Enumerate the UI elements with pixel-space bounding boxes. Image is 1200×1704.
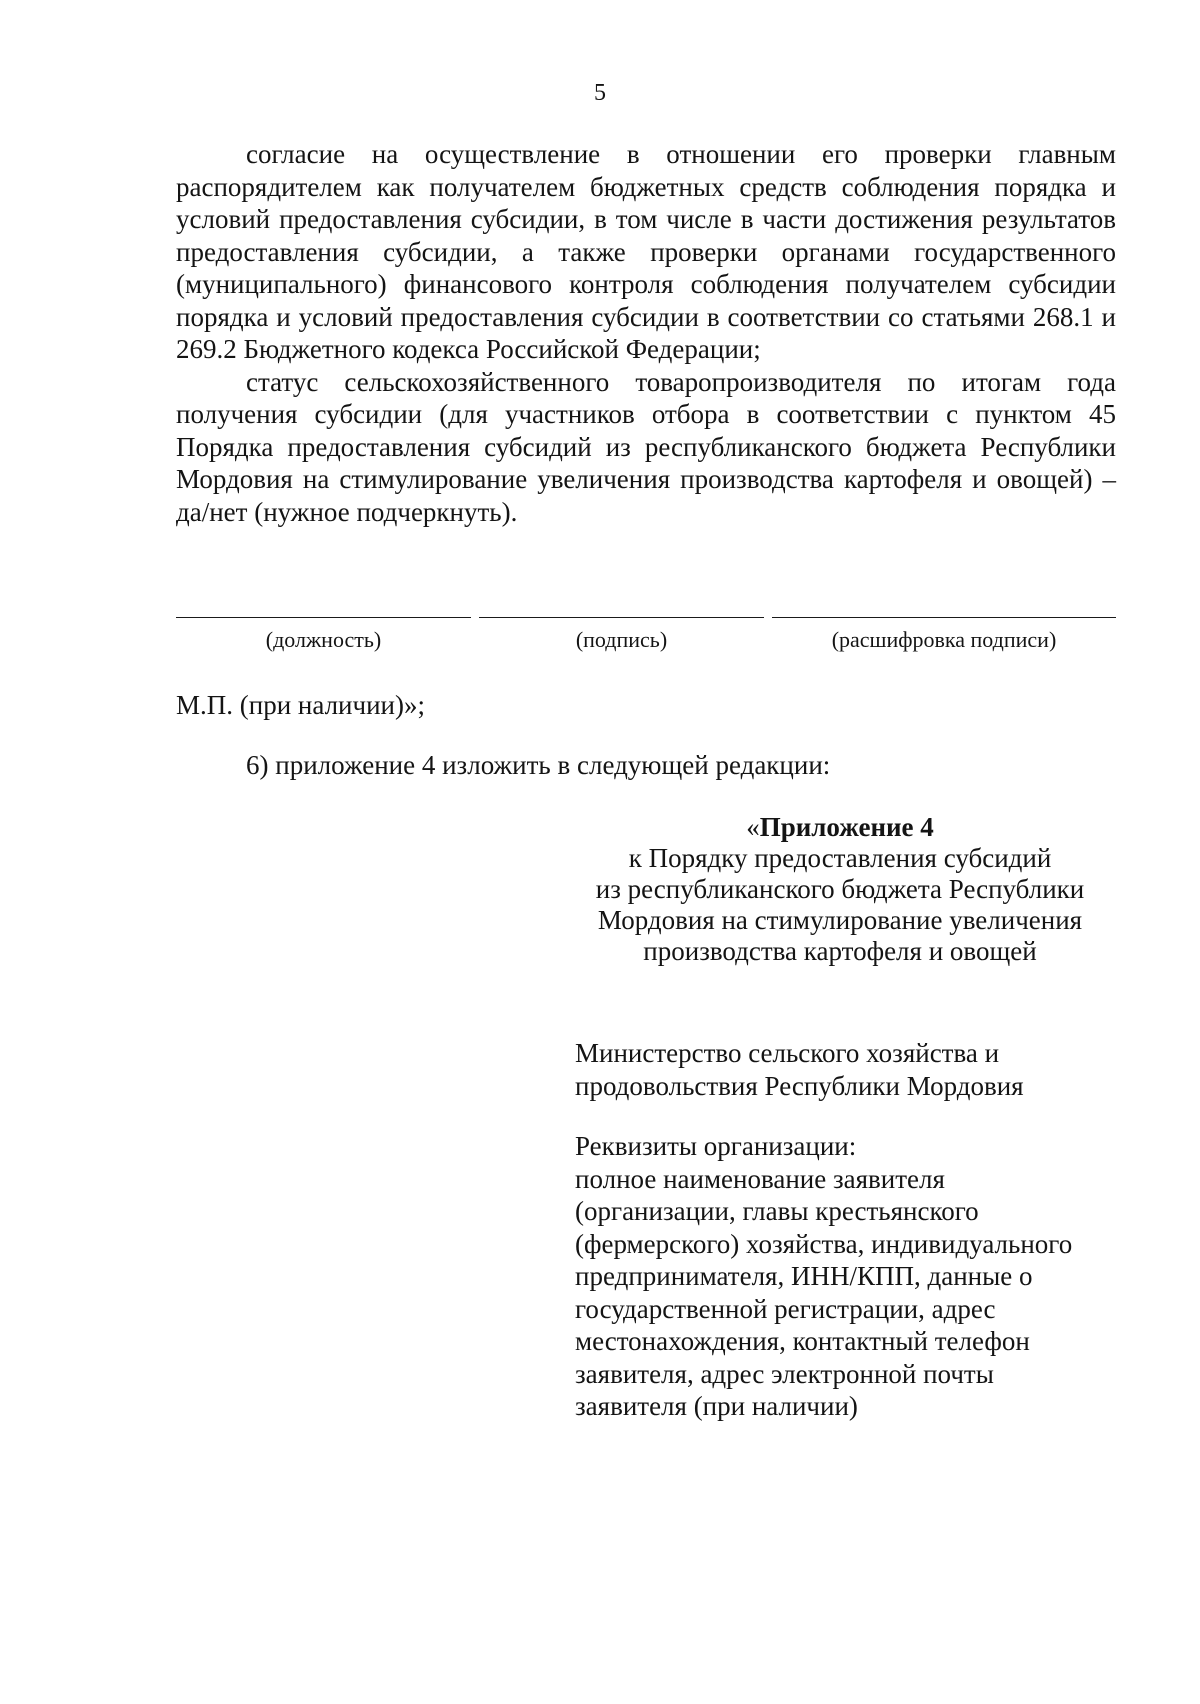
decoding-line <box>772 617 1116 618</box>
requisites-line: местонахождения, контактный телефон <box>575 1326 1030 1356</box>
annex-line: Мордовия на стимулирование увеличения <box>597 905 1083 935</box>
requisites-line: (организации, главы крестьянского <box>575 1196 979 1226</box>
requisites-line: заявителя, адрес электронной почты <box>575 1358 994 1389</box>
requisites-line: полное наименование заявителя <box>575 1163 945 1194</box>
position-line <box>176 617 471 618</box>
signature-block <box>176 617 1116 667</box>
annex-title <box>560 812 1120 843</box>
signature-label: (подпись) <box>575 627 668 652</box>
annex-line: производства картофеля и овощей <box>643 936 1037 966</box>
signature-line <box>479 617 764 618</box>
amendment-item-6: 6) приложение 4 изложить в следующей редакции: <box>246 750 831 780</box>
annex-title-text: Приложение 4 <box>759 812 934 842</box>
stamp-note: М.П. (при наличии)»; <box>176 690 425 720</box>
requisites-heading: Реквизиты организации: <box>575 1131 857 1161</box>
requisites-line: заявителя (при наличии) <box>575 1391 858 1421</box>
requisites-line: (фермерского) хозяйства, индивидуального <box>575 1228 1073 1259</box>
requisites-line: предпринимателя, ИНН/КПП, данные о <box>575 1261 1033 1291</box>
annex-header <box>560 812 1120 967</box>
decoding-label: (расшифровка подписи) <box>831 627 1057 652</box>
paragraph-status: статус сельскохозяйственного товаропроизводителя по итогам года получения субсидии (для участников отбора в соответствии с пунктом 45 Порядка предоставления субсидий из республиканского бюджета Республики Мордовия на стимулирование увеличения производства картофеля и овощей) – да/нет (нужное подчеркнуть). <box>176 366 1116 527</box>
position-label: (должность) <box>265 627 382 652</box>
ministry-line: продовольствия Республики Мордовия <box>575 1071 1024 1101</box>
annex-line: из республиканского бюджета Республики <box>595 874 1085 904</box>
ministry-line: Министерство сельского хозяйства и <box>575 1038 1000 1068</box>
page-number: 5 <box>594 80 606 106</box>
requisites-line: государственной регистрации, адрес <box>575 1293 996 1324</box>
opening-quote: « <box>746 812 760 842</box>
paragraph-consent: согласие на осуществление в отношении его проверки главным распорядителем как получателем бюджетных средств соблюдения порядка и условий предоставления субсидии, в том числе в части достижения результатов предоставления субсидии, а также проверки органами государственного (муниципального) финансового контроля соблюдения получателем субсидии порядка и условий предоставления субсидии в соответствии со статьями 268.1 и 269.2 Бюджетного кодекса Российской Федерации; <box>176 139 1116 364</box>
addressee-ministry <box>575 1037 1095 1103</box>
organization-requisites <box>575 1130 1115 1423</box>
body-text <box>176 138 1116 528</box>
annex-line: к Порядку предоставления субсидий <box>628 843 1052 873</box>
